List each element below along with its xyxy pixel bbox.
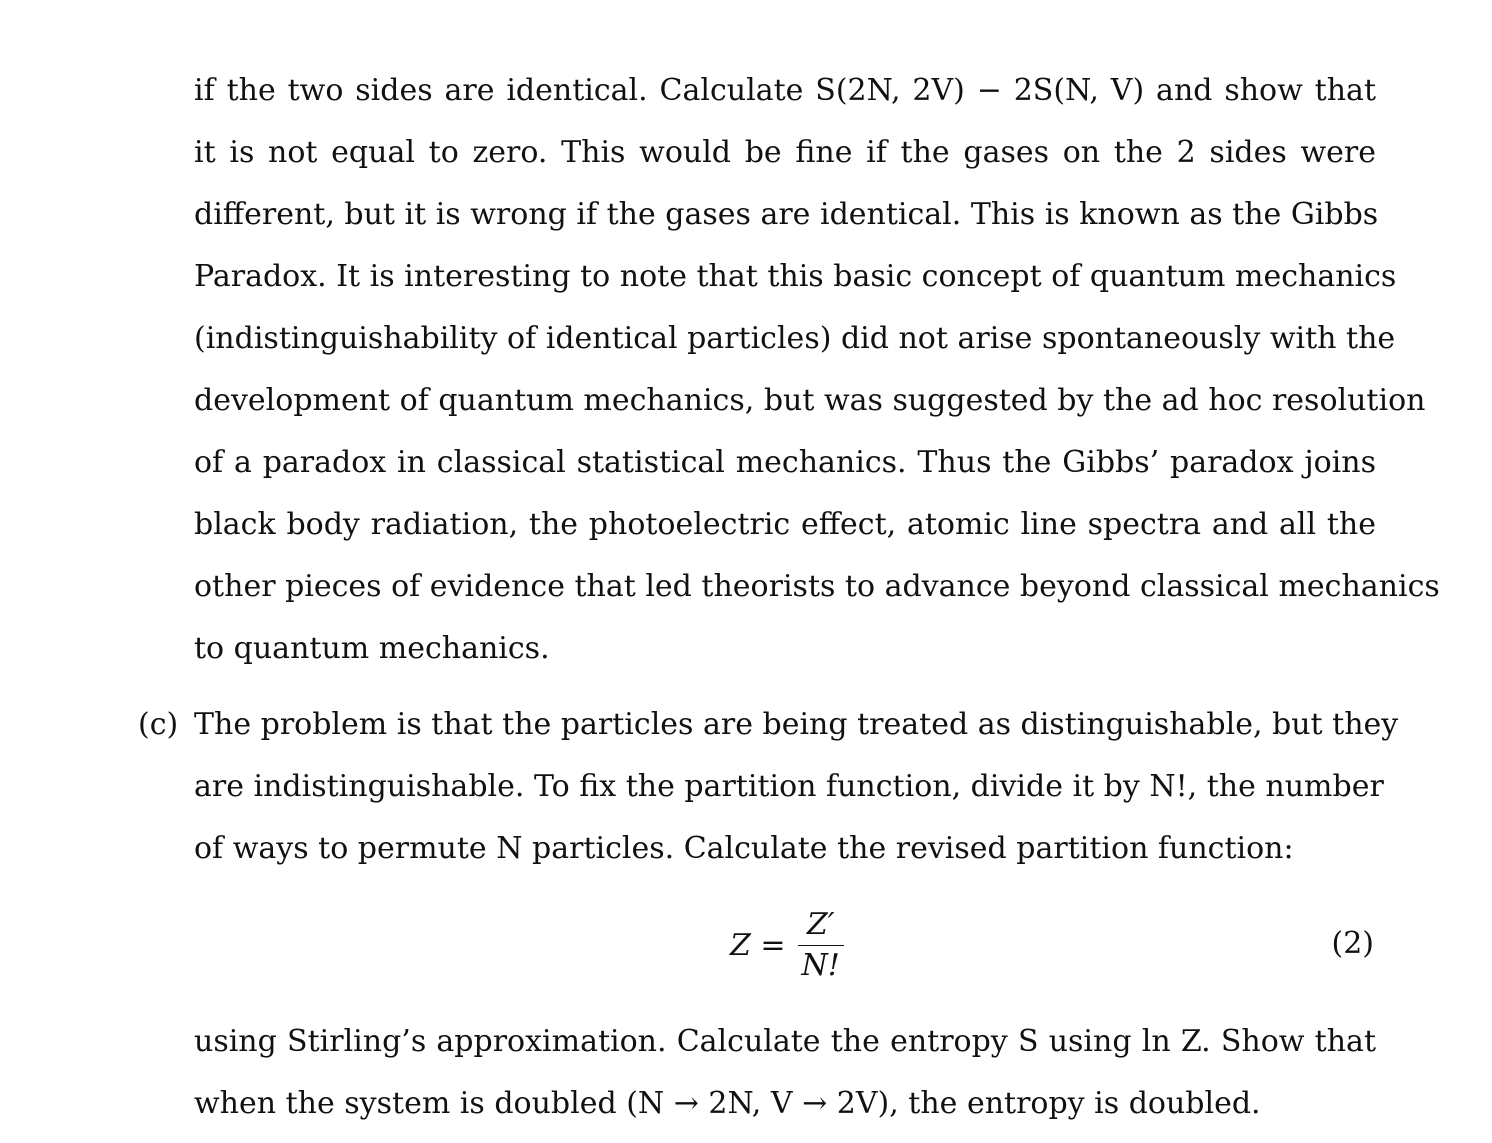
equation-body (730, 900, 844, 990)
fraction-denominator: N! (798, 945, 844, 984)
display-equation (0, 900, 1492, 990)
part-c-label: (c) (138, 707, 179, 742)
text-line: Paradox. It is interesting to note that this basic concept of quantum mechanics (194, 259, 1397, 294)
text-line: other pieces of evidence that led theorists to advance beyond classical mechanics (194, 569, 1440, 604)
text-line: The problem is that the particles are being treated as distinguishable, but they (194, 707, 1399, 742)
text-line: to quantum mechanics. (194, 631, 550, 666)
fraction-numerator: Z′ (806, 906, 835, 942)
text-line: it is not equal to zero. This would be fine if the gases on the 2 sides were (194, 135, 1376, 170)
fraction (798, 907, 844, 984)
text-line: are indistinguishable. To fix the partition function, divide it by N!, the number (194, 769, 1384, 804)
equation-number: (2) (1331, 926, 1374, 961)
text-line: when the system is doubled (N → 2N, V → 2V), the entropy is doubled. (194, 1086, 1261, 1121)
equation-lhs: Z = (730, 927, 786, 963)
text-line: black body radiation, the photoelectric effect, atomic line spectra and all the (194, 507, 1376, 542)
text-line: of a paradox in classical statistical mechanics. Thus the Gibbs’ paradox joins (194, 445, 1376, 480)
text-line: (indistinguishability of identical particles) did not arise spontaneously with the (194, 321, 1396, 356)
text-line: different, but it is wrong if the gases are identical. This is known as the Gibbs (194, 197, 1379, 232)
text-line: of ways to permute N particles. Calculate the revised partition function: (194, 831, 1294, 866)
text-line: using Stirling’s approximation. Calculate the entropy S using ln Z. Show that (194, 1024, 1376, 1059)
text-line: development of quantum mechanics, but was suggested by the ad hoc resolution (194, 383, 1426, 418)
text-line: if the two sides are identical. Calculate S(2N, 2V) − 2S(N, V) and show that (194, 73, 1376, 108)
